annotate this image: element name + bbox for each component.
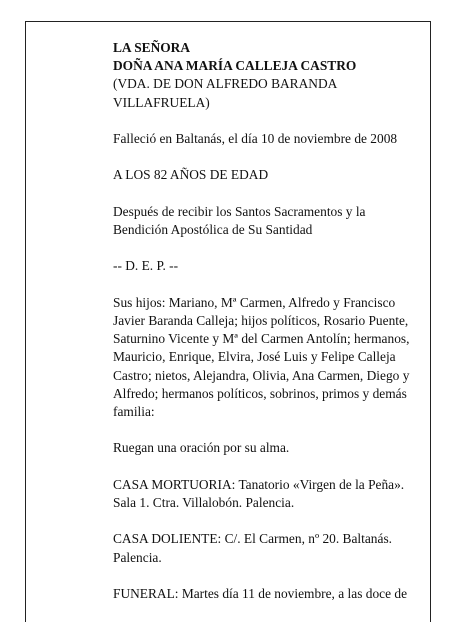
funeral-line: FUNERAL: Martes día 11 de noviembre, a las doce de <box>113 585 408 601</box>
title-line-1: LA SEÑORA <box>113 40 191 55</box>
mourning-house-line: CASA DOLIENTE: C/. El Carmen, nº 20. Baltanás. Palencia. <box>113 531 392 565</box>
deceased-name: DOÑA ANA MARÍA CALLEJA CASTRO <box>113 58 357 74</box>
age-line: A LOS 82 AÑOS DE EDAD <box>113 167 269 183</box>
obituary-notice <box>113 39 423 621</box>
rip-line: -- D. E. P. -- <box>113 258 179 274</box>
sacraments-line: Después de recibir los Santos Sacramentos y la Bendición Apostólica de Su Santidad <box>113 203 366 237</box>
mortuary-line: CASA MORTUORIA: Tanatorio «Virgen de la Peña». Sala 1. Ctra. Villalobón. Palencia. <box>113 476 405 510</box>
family-paragraph: Sus hijos: Mariano, Mª Carmen, Alfredo y Francisco Javier Baranda Calleja; hijos políticos, Rosario Puente, Saturnino Vicente y Mª del Carmen Antolín; hermanos, Mauricio, Enrique, Elvira, José Luis y Felipe Calleja Castro; nietos, Alejandra, Olivia, Ana Carmen, Diego y Alfredo; hermanos políticos, sobrinos, primos y demás familia: <box>113 294 410 419</box>
prayer-line: Ruegan una oración por su alma. <box>113 440 290 456</box>
widow-of-line: (VDA. DE DON ALFREDO BARANDA VILLAFRUELA) <box>113 76 337 110</box>
death-date-line: Falleció en Baltanás, el día 10 de noviembre de 2008 <box>113 131 398 146</box>
title-block <box>113 39 423 112</box>
